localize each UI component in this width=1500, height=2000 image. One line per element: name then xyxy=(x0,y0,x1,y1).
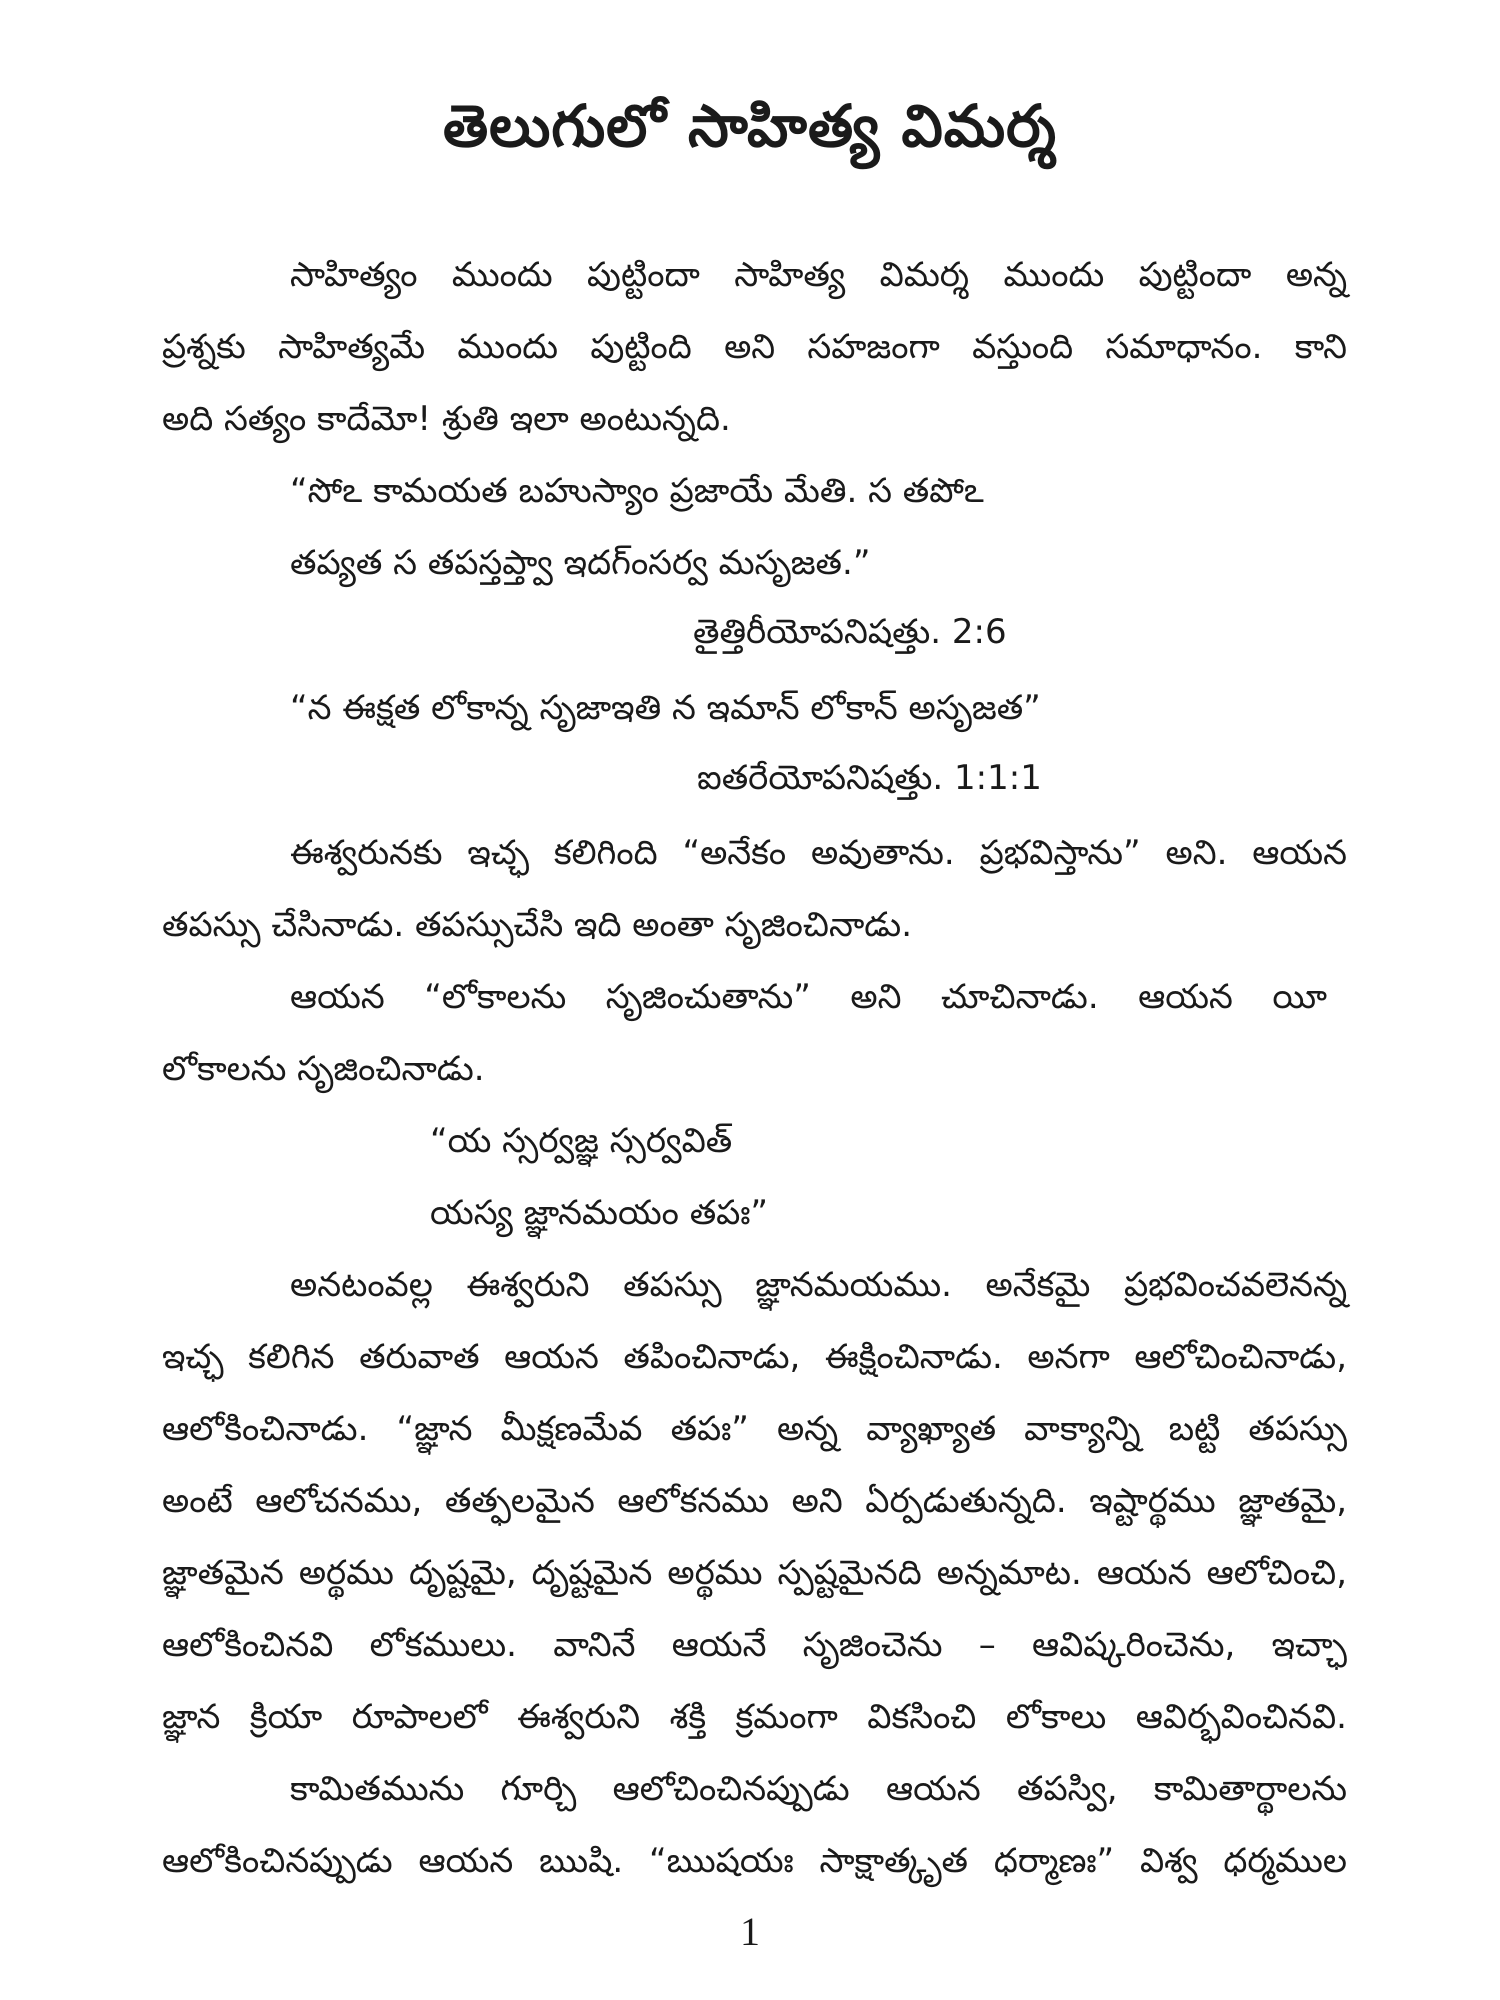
text-line: ఆలోకించినాడు. “జ్ఞాన మీక్షణమేవ తపః” అన్న వ్యాఖ్యాత వాక్యాన్ని బట్టి తపస్సు xyxy=(162,1409,1347,1449)
text-line: అంటే ఆలోచనము, తత్ఫలమైన ఆలోకనము అని ఏర్పడుతున్నది. ఇష్టార్థము జ్ఞాతమై, xyxy=(162,1481,1347,1521)
citation: ఐతరేయోపనిషత్తు. 1:1:1 xyxy=(697,758,1042,798)
page-number: 1 xyxy=(740,1909,760,1954)
text-line: ఈశ్వరునకు ఇచ్ఛ కలిగింది “అనేకం అవుతాను. ప్రభవిస్తాను” అని. ఆయన xyxy=(290,833,1347,873)
text-line: ప్రశ్నకు సాహిత్యమే ముందు పుట్టింది అని సహజంగా వస్తుంది సమాధానం. కాని xyxy=(162,327,1347,367)
text-line: లోకాలను సృజించినాడు. xyxy=(162,1049,485,1089)
text-line: అనటంవల్ల ఈశ్వరుని తపస్సు జ్ఞానమయము. అనేకమై ప్రభవించవలెనన్న xyxy=(290,1265,1347,1305)
quote-line: “య స్సర్వజ్ఞ స్సర్వవిత్ xyxy=(430,1121,733,1161)
quote-line: యస్య జ్ఞానమయం తపః” xyxy=(430,1193,769,1233)
text-line: తపస్సు చేసినాడు. తపస్సుచేసి ఇది అంతా సృజించినాడు. xyxy=(162,905,913,945)
text-line: అది సత్యం కాదేమో! శ్రుతి ఇలా అంటున్నది. xyxy=(162,399,731,439)
quote-line: తప్యత స తపస్తప్త్వా ఇదగ్ంసర్వ మసృజత.” xyxy=(290,543,871,583)
citation: తైత్తిరీయోపనిషత్తు. 2:6 xyxy=(693,612,1007,652)
text-line: ఆయన “లోకాలను సృజించుతాను” అని చూచినాడు. ఆయన యీ xyxy=(290,977,1327,1017)
text-line: సాహిత్యం ముందు పుట్టిందా సాహిత్య విమర్శ ముందు పుట్టిందా అన్న xyxy=(290,255,1347,295)
text-line: జ్ఞాతమైన అర్థము దృష్టమై, దృష్టమైన అర్థము స్పష్టమైనది అన్నమాట. ఆయన ఆలోచించి, xyxy=(162,1553,1347,1593)
text-line: ఇచ్ఛ కలిగిన తరువాత ఆయన తపించినాడు, ఈక్షించినాడు. అనగా ఆలోచించినాడు, xyxy=(162,1337,1347,1377)
text-line: ఆలోకించినవి లోకములు. వానినే ఆయనే సృజించెను – ఆవిష్కరించెను, ఇచ్ఛా xyxy=(162,1625,1347,1665)
text-line: ఆలోకించినప్పుడు ఆయన ఋషి. “ఋషయః సాక్షాత్కృత ధర్మాణః” విశ్వ ధర్మముల xyxy=(162,1841,1347,1881)
page-title: తెలుగులో సాహిత్య విమర్శ xyxy=(442,92,1058,160)
quote-line: “సోఽ కామయత బహుస్యాం ప్రజాయే మేతి. స తపోఽ xyxy=(290,471,984,511)
quote-line: “న ఈక్షత లోకాన్న సృజాఇతి న ఇమాన్ లోకాన్ అసృజత” xyxy=(290,688,1041,728)
text-line: కామితమును గూర్చి ఆలోచించినప్పుడు ఆయన తపస్వి, కామితార్థాలను xyxy=(290,1769,1347,1809)
text-line: జ్ఞాన క్రియా రూపాలలో ఈశ్వరుని శక్తి క్రమంగా వికసించి లోకాలు ఆవిర్భవించినవి. xyxy=(162,1697,1347,1737)
